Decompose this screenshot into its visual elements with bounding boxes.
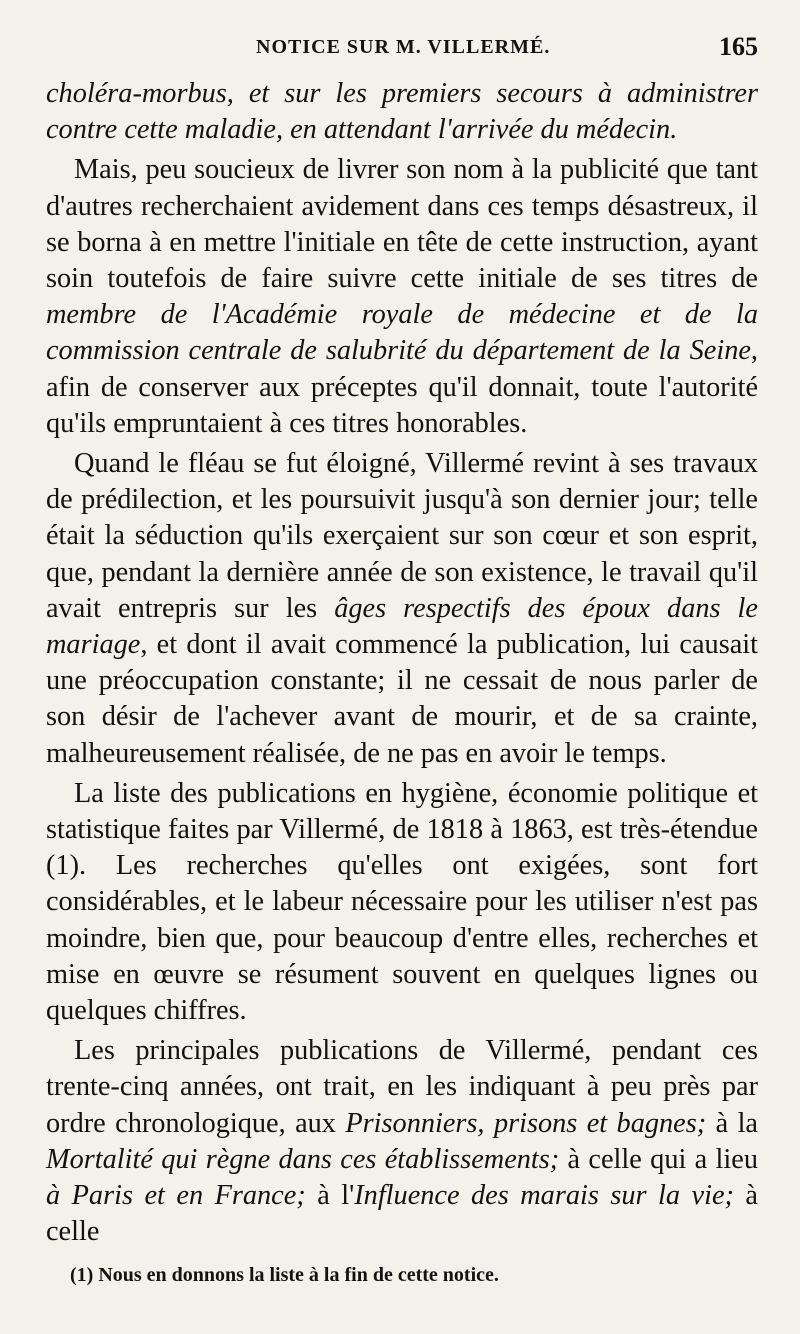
paragraph-5-italic-a: Prisonniers, prisons et bagnes; (345, 1107, 707, 1139)
footnote: (1) Nous en donnons la liste à la fin de cette notice. (70, 1264, 499, 1286)
paragraph-3-text-b: , et dont il avait commencé la publication, lui causait une préoccupation constante; il ne cessait de nous parler de son désir de l'achever avant de mourir, et de sa crainte, malheureusement réalisée, de ne pas en avoir le temps. (46, 629, 758, 769)
paragraph-5-text-c: à celle qui a lieu (559, 1143, 758, 1175)
paragraph-5-text-b: à la (706, 1107, 758, 1139)
paragraph-1-italic: choléra-morbus, et sur les premiers secours à administrer contre cette maladie, en attendant l'arrivée du médecin. (46, 78, 758, 146)
page-header (46, 30, 758, 76)
paragraph-2 (46, 152, 758, 442)
paragraph-5-italic-b: Mortalité qui règne dans ces établissements; (46, 1143, 560, 1175)
paragraph-3-italic: âges respectifs des époux dans le mariage (46, 592, 758, 661)
paragraph-2-text-a: Mais, peu soucieux de livrer son nom à la publicité que tant d'autres recherchaient avidement dans ces temps désastreux, il se borna à en mettre l'initiale en tête de cette instruction, ayant soin toutefois de faire suivre cette initiale de ses titres de (46, 154, 758, 295)
paragraph-5-text-d: à l' (305, 1180, 355, 1212)
paragraph-3 (46, 446, 758, 772)
paragraph-5-italic-c: à Paris et en France; (46, 1180, 306, 1212)
body-text (46, 76, 758, 1251)
paragraph-2-text-b: , afin de conserver aux préceptes qu'il donnait, toute l'autorité qu'ils empruntaient à ces titres honorables. (46, 335, 758, 439)
paragraph-4 (46, 776, 758, 1029)
paragraph-4-text: La liste des publications en hygiène, économie politique et statistique faites par Villermé, de 1818 à 1863, est très-étendue (1). Les recherches qu'elles ont exigées, sont fort considérables, et le labeur nécessaire pour les utiliser n'est pas moindre, bien que, pour beaucoup d'entre elles, recherches et mise en œuvre se résument souvent en quelques lignes ou quelques chiffres. (46, 777, 758, 1027)
paragraph-5 (46, 1033, 758, 1250)
page-number: 165 (719, 32, 758, 61)
paragraph-5-text-a: Les principales publications de Villermé, pendant ces trente-cinq années, ont trait, en les indiquant à peu près par ordre chronologique, aux (46, 1035, 758, 1139)
paragraph-5-italic-d: Influence des marais sur la vie; (354, 1180, 734, 1212)
paragraph-5-text-e: à celle (46, 1180, 758, 1248)
paragraph-3-text-a: Quand le fléau se fut éloigné, Villermé revint à ses travaux de prédilection, et les poursuivit jusqu'à son dernier jour; telle était la séduction qu'ils exerçaient sur son cœur et son esprit, que, pendant la dernière année de son existence, le travail qu'il avait entrepris sur les (46, 448, 758, 624)
paragraph-1 (46, 76, 758, 148)
paragraph-2-italic: membre de l'Académie royale de médecine et de la commission centrale de salubrité du département de la Seine (46, 299, 758, 367)
running-title: NOTICE SUR M. VILLERMÉ. (256, 36, 551, 58)
